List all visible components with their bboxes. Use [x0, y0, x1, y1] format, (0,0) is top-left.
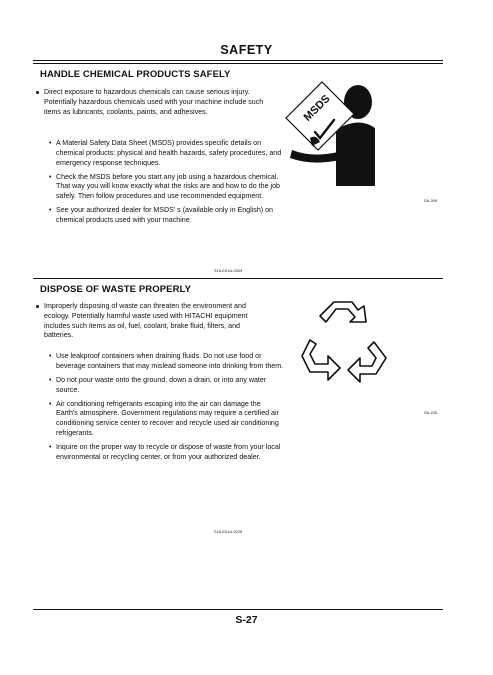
- recycle-arrow-top-icon: [320, 302, 366, 322]
- footer-rule: [33, 609, 443, 610]
- bullet-dot: [36, 305, 39, 308]
- list-item: • Do not pour waste onto the ground, down a drain, or into any water source.: [56, 376, 284, 396]
- header-rule-thin: [33, 63, 443, 64]
- list-item: • Use leakproof containers when draining fluids. Do not use food or beverage containers that may mislead someone into drinking from them.: [56, 352, 284, 372]
- intro-text: Improperly disposing of waste can threaten the environment and ecology. Potentially harmful waste used with HITACHI equipment includes such items as oil, fuel, coolant, brake fluid, filters, and batteries.: [44, 302, 248, 340]
- msds-figure: [282, 80, 382, 192]
- recycle-figure: [288, 296, 392, 396]
- section-title-chemical: HANDLE CHEMICAL PRODUCTS SAFELY: [40, 69, 231, 80]
- page-header: SAFETY: [220, 43, 273, 57]
- section-code: S16-E01A-0309: [214, 269, 243, 273]
- person-body-icon: [336, 122, 375, 186]
- person-arm-icon: [290, 150, 340, 163]
- list-item: • See your authorized dealer for MSDS’ s (available only in English) on chemical products used with your machine.: [56, 206, 284, 226]
- section-code: S16-E01A-0226: [214, 530, 243, 534]
- section-intro-waste: [44, 302, 270, 341]
- page-number: S-27: [235, 614, 258, 626]
- figure-code: SA-309: [424, 199, 438, 203]
- recycle-arrow-right-icon: [348, 342, 386, 382]
- section-divider: [33, 278, 443, 279]
- bullet-dot: [36, 91, 39, 94]
- waste-bullet-list: [56, 352, 284, 467]
- msds-sheet-label: MSDS: [301, 92, 333, 124]
- intro-text: Direct exposure to hazardous chemicals can cause serious injury. Potentially hazardous chemicals used with your machine include such items as lubricants, coolants, paints, and adhesives.: [44, 88, 264, 116]
- chemical-bullet-list: [56, 139, 284, 230]
- figure-code: SA-226: [424, 411, 438, 415]
- section-intro-chemical: [44, 88, 266, 117]
- recycle-arrow-left-icon: [302, 340, 340, 380]
- list-item: • Inquire on the proper way to recycle or dispose of waste from your local environmental or recycling center, or from your authorized dealer.: [56, 443, 284, 463]
- section-title-waste: DISPOSE OF WASTE PROPERLY: [40, 284, 192, 295]
- list-item: • Check the MSDS before you start any job using a hazardous chemical. That way you will know exactly what the risks are and how to do the job safely. Then follow procedures and use recommended equipment.: [56, 173, 284, 202]
- list-item: • A Material Safety Data Sheet (MSDS) provides specific details on chemical products: physical and health hazards, safety procedures, and emergency response techniques.: [56, 139, 284, 168]
- header-rule: [33, 60, 443, 61]
- list-item: • Air conditioning refrigerants escaping into the air can damage the Earth's atmosphere. Government regulations may require a certified air conditioning service center to recover and recycle used air conditioning refrigerants.: [56, 400, 284, 439]
